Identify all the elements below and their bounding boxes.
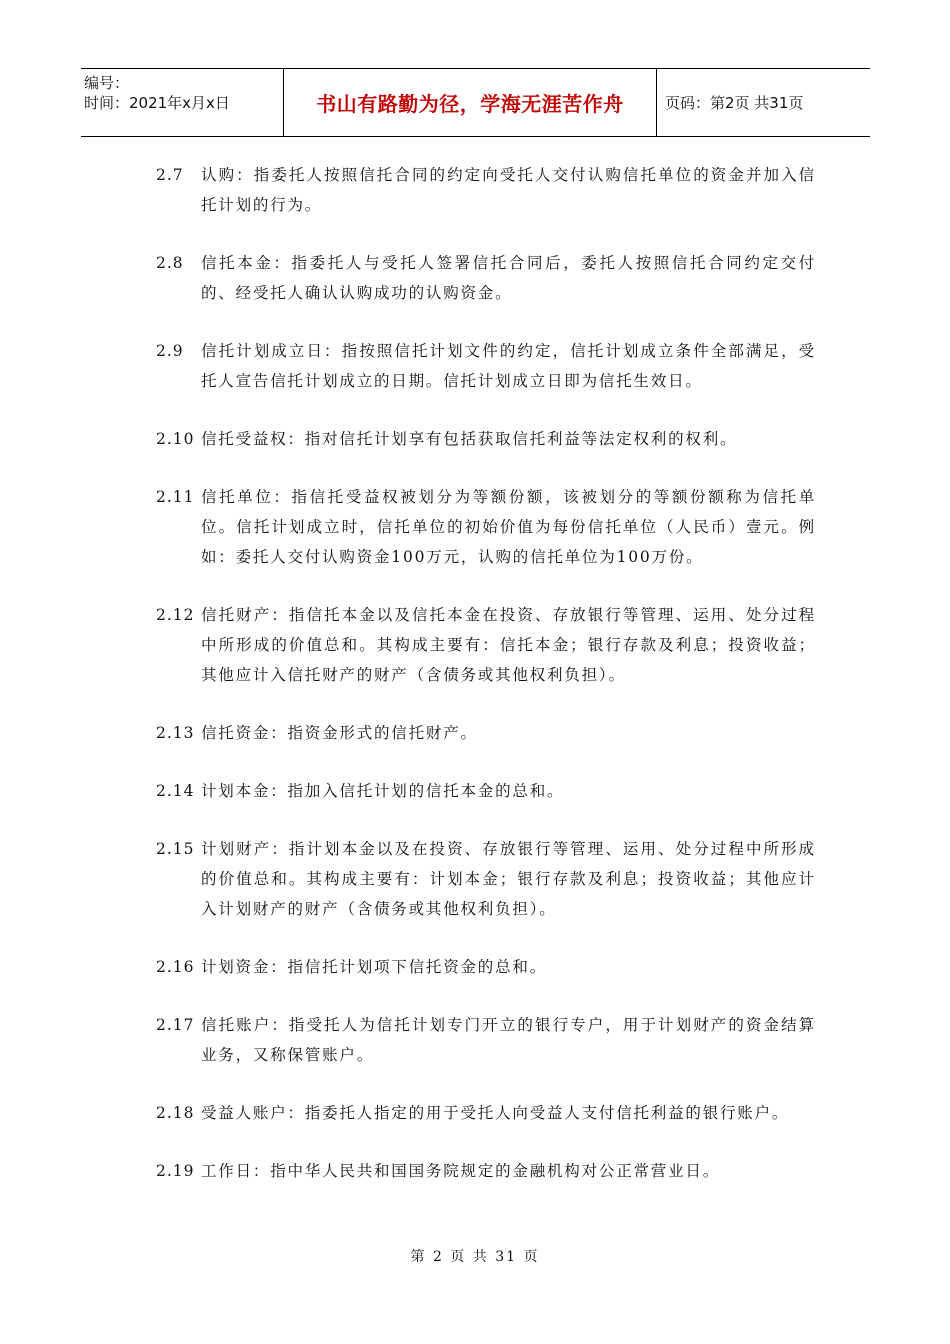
item-number: 2.8 [156,254,184,272]
item-text: 工作日：指中华人民共和国国务院规定的金融机构对公正常营业日。 [201,1162,721,1180]
item-text: 信托单位：指信托受益权被划分为等额份额，该被划分的等额份额称为信托单位。信托计划成立时，信托单位的初始价值为每份信托单位（人民币）壹元。例如：委托人交付认购资金100万元，认购的信托单位为100万份。 [201,488,816,566]
definition-item [156,834,816,924]
item-number: 2.15 [156,840,195,858]
item-text: 信托计划成立日：指按照信托计划文件的约定，信托计划成立条件全部满足，受托人宣告信托计划成立的日期。信托计划成立日即为信托生效日。 [201,342,816,390]
document-body [156,160,816,1214]
item-text: 认购：指委托人按照信托合同的约定向受托人交付认购信托单位的资金并加入信托计划的行为。 [201,166,816,214]
item-number: 2.7 [156,166,184,184]
item-number: 2.11 [156,488,195,506]
item-text: 信托财产：指信托本金以及信托本金在投资、存放银行等管理、运用、处分过程中所形成的价值总和。其构成主要有：信托本金；银行存款及利息；投资收益；其他应计入信托财产的财产（含债务或其他权利负担）。 [201,606,816,684]
definition-item [156,1098,816,1128]
definition-item [156,1010,816,1070]
item-text: 计划财产：指计划本金以及在投资、存放银行等管理、运用、处分过程中所形成的价值总和。其构成主要有：计划本金；银行存款及利息；投资收益；其他应计入计划财产的财产（含债务或其他权利负担）。 [201,840,816,918]
definition-item [156,952,816,982]
header-meta [81,69,283,136]
item-number: 2.17 [156,1016,195,1034]
header-page-info: 页码：第2页 共31页 [665,94,804,112]
item-text: 信托本金：指委托人与受托人签署信托合同后，委托人按照信托合同约定交付的、经受托人确认认购成功的认购资金。 [201,254,816,302]
page-header [81,68,870,137]
definition-item [156,424,816,454]
document-date: 时间：2021年x月x日 [84,94,230,112]
item-number: 2.19 [156,1162,195,1180]
definition-item [156,776,816,806]
item-text: 信托受益权：指对信托计划享有包括获取信托利益等法定权利的权利。 [201,430,738,448]
item-text: 计划本金：指加入信托计划的信托本金的总和。 [201,782,565,800]
definition-item [156,336,816,396]
item-number: 2.9 [156,342,184,360]
definition-item [156,600,816,690]
definition-item [156,1156,816,1186]
item-text: 信托账户：指受托人为信托计划专门开立的银行专户，用于计划财产的资金结算业务，又称保管账户。 [201,1016,816,1064]
item-text: 受益人账户：指委托人指定的用于受托人向受益人支付信托利益的银行账户。 [201,1104,790,1122]
page-footer: 第 2 页 共 31 页 [410,1249,540,1265]
item-number: 2.12 [156,606,195,624]
definition-item [156,482,816,572]
item-number: 2.18 [156,1104,195,1122]
item-number: 2.13 [156,724,195,742]
header-motto: 书山有路勤为径，学海无涯苦作舟 [283,69,657,136]
item-number: 2.14 [156,782,195,800]
document-number-label: 编号： [84,74,130,92]
item-text: 信托资金：指资金形式的信托财产。 [201,724,478,742]
definition-item [156,718,816,748]
item-number: 2.10 [156,430,195,448]
definition-item [156,160,816,220]
definition-item [156,248,816,308]
item-text: 计划资金：指信托计划项下信托资金的总和。 [201,958,548,976]
item-number: 2.16 [156,958,195,976]
